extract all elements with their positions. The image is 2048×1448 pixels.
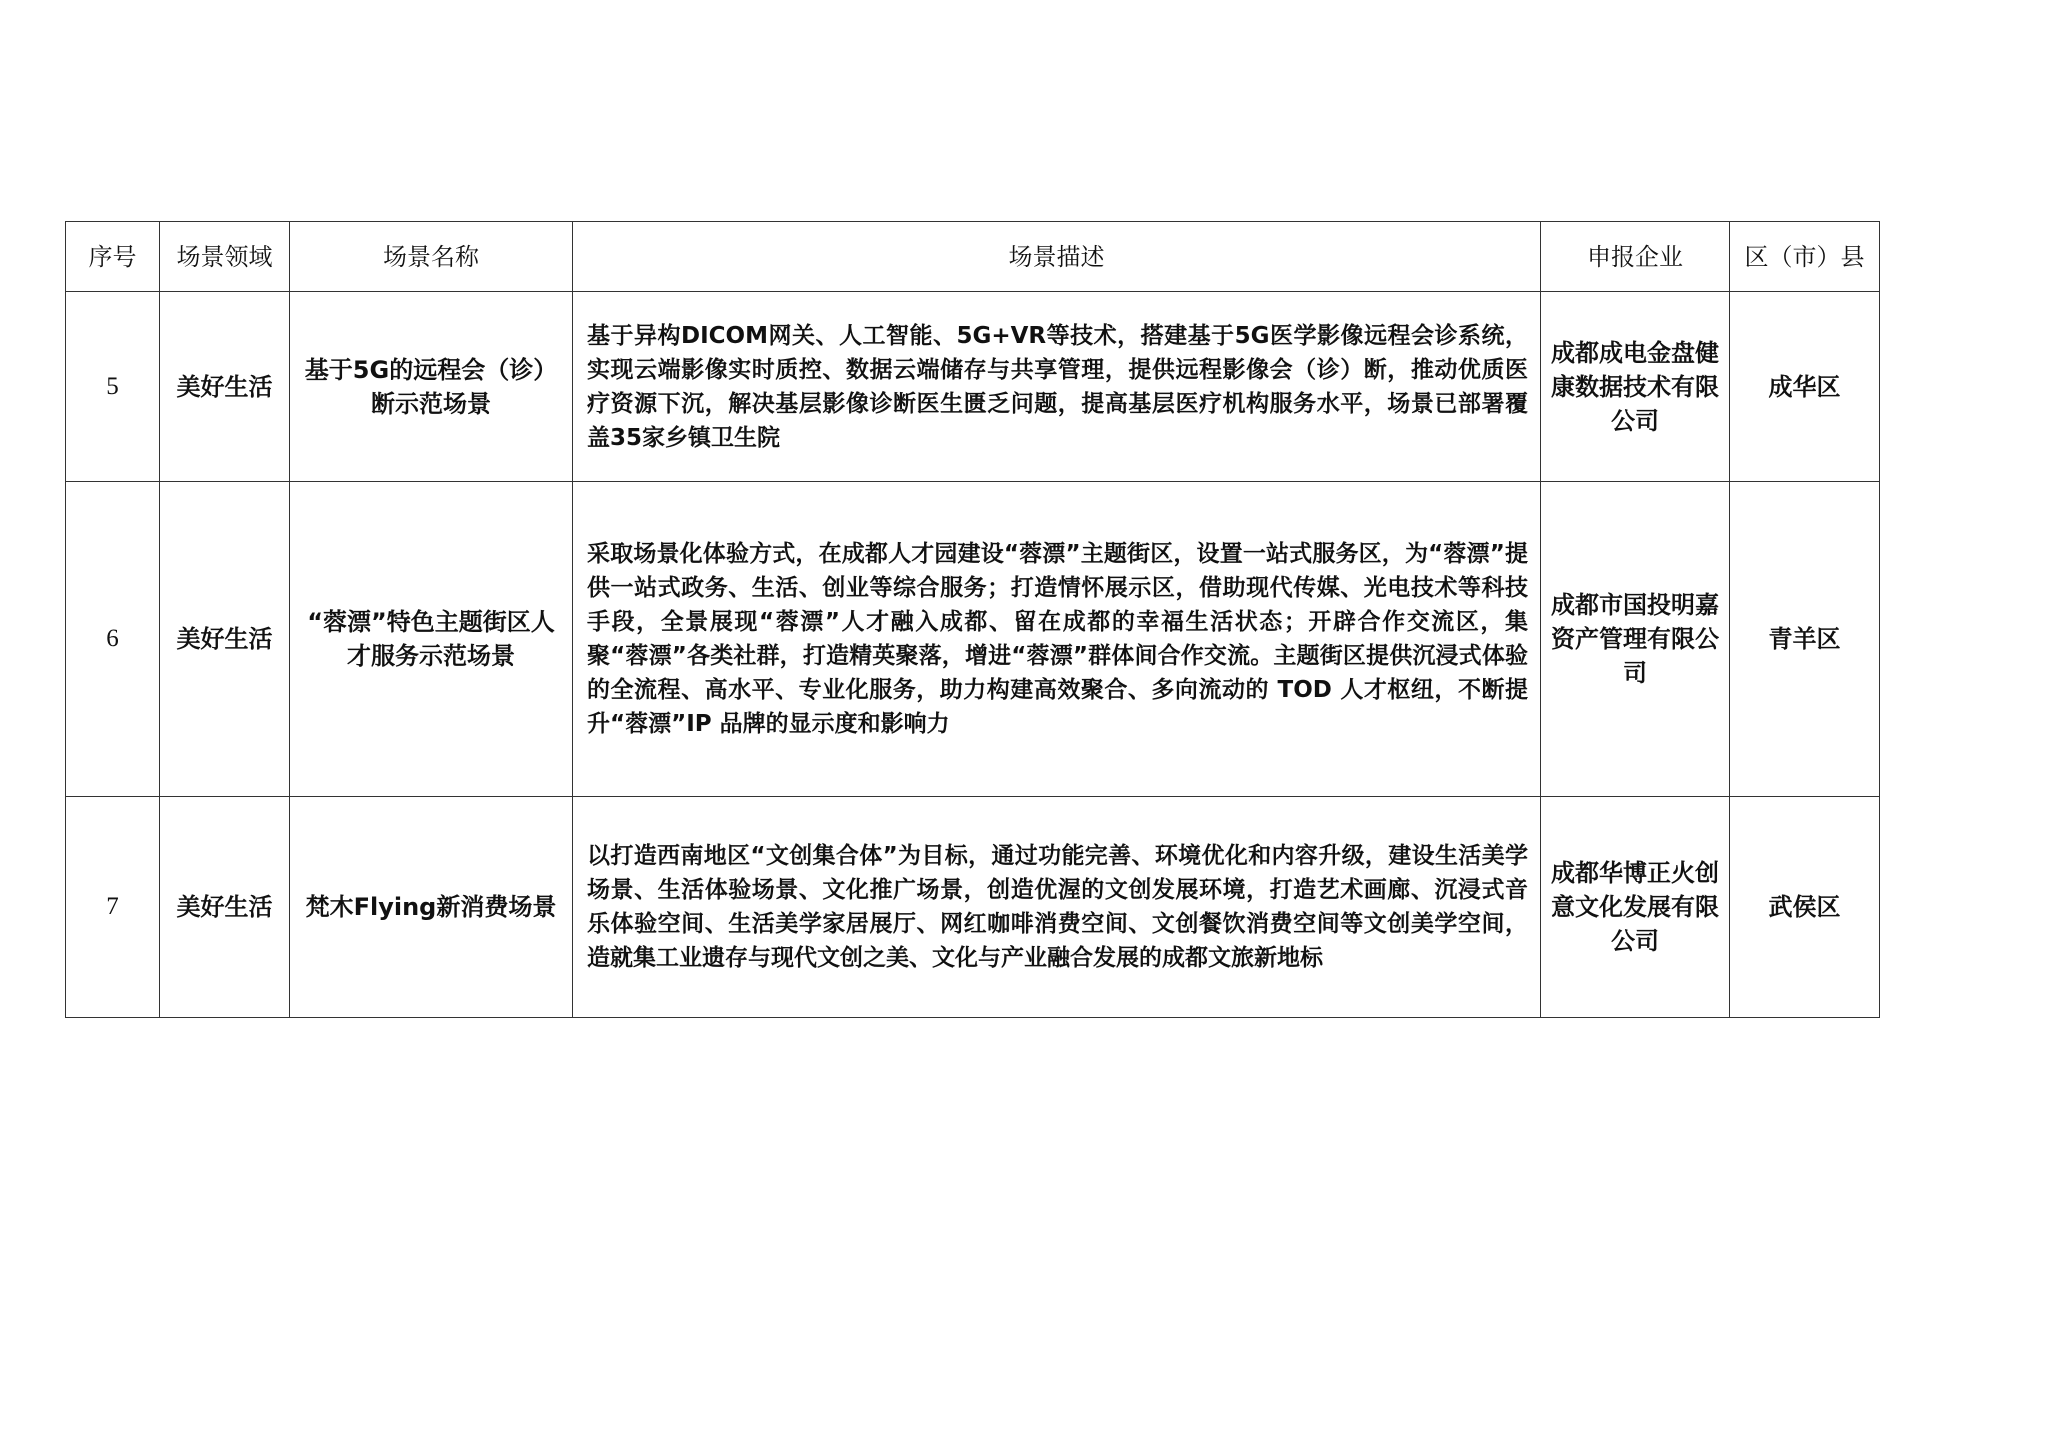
cell-domain: 美好生活 bbox=[160, 292, 290, 482]
description-text: 采取场景化体验方式，在成都人才园建设“蓉漂”主题街区，设置一站式服务区，为“蓉漂”提供一站式政务、生活、创业等综合服务；打造情怀展示区，借助现代传媒、光电技术等科技手段，全景展现“蓉漂”人才融入成都、留在成都的幸福生活状态；开辟合作交流区，集聚“蓉漂”各类社群，打造精英聚落，增进“蓉漂”群体间合作交流。主题街区提供沉浸式体验的全流程、高水平、专业化服务，助力构建高效聚合、多向流动的 TOD 人才枢纽，不断提升“蓉漂”IP 品牌的显示度和影响力 bbox=[587, 541, 1528, 737]
description-text: 基于异构DICOM网关、人工智能、5G+VR等技术，搭建基于5G医学影像远程会诊系统，实现云端影像实时质控、数据云端储存与共享管理，提供远程影像会（诊）断，推动优质医疗资源下沉，解决基层影像诊断医生匮乏问题，提高基层医疗机构服务水平，场景已部署覆盖35家乡镇卫生院 bbox=[587, 322, 1528, 451]
cell-description bbox=[573, 482, 1541, 797]
cell-seq: 6 bbox=[66, 482, 160, 797]
cell-district: 成华区 bbox=[1730, 292, 1880, 482]
scene-table bbox=[65, 221, 1880, 1018]
header-seq: 序号 bbox=[66, 222, 160, 292]
table-row bbox=[66, 482, 1880, 797]
cell-company: 成都市国投明嘉资产管理有限公司 bbox=[1541, 482, 1730, 797]
description-text: 以打造西南地区“文创集合体”为目标，通过功能完善、环境优化和内容升级，建设生活美学场景、生活体验场景、文化推广场景，创造优渥的文创发展环境，打造艺术画廊、沉浸式音乐体验空间、生活美学家居展厅、网红咖啡消费空间、文创餐饮消费空间等文创美学空间，造就集工业遗存与现代文创之美、文化与产业融合发展的成都文旅新地标 bbox=[587, 843, 1528, 971]
cell-domain: 美好生活 bbox=[160, 482, 290, 797]
header-company: 申报企业 bbox=[1541, 222, 1730, 292]
cell-name: 梵木Flying新消费场景 bbox=[290, 797, 573, 1018]
table-row bbox=[66, 292, 1880, 482]
cell-domain: 美好生活 bbox=[160, 797, 290, 1018]
cell-seq: 7 bbox=[66, 797, 160, 1018]
cell-description bbox=[573, 797, 1541, 1018]
header-description: 场景描述 bbox=[573, 222, 1541, 292]
header-name: 场景名称 bbox=[290, 222, 573, 292]
table-row bbox=[66, 797, 1880, 1018]
cell-seq: 5 bbox=[66, 292, 160, 482]
cell-district: 青羊区 bbox=[1730, 482, 1880, 797]
cell-name: “蓉漂”特色主题街区人才服务示范场景 bbox=[290, 482, 573, 797]
cell-company: 成都成电金盘健康数据技术有限公司 bbox=[1541, 292, 1730, 482]
header-district: 区（市）县 bbox=[1730, 222, 1880, 292]
cell-company: 成都华博正火创意文化发展有限公司 bbox=[1541, 797, 1730, 1018]
header-domain: 场景领域 bbox=[160, 222, 290, 292]
cell-description bbox=[573, 292, 1541, 482]
cell-district: 武侯区 bbox=[1730, 797, 1880, 1018]
table-header-row bbox=[66, 222, 1880, 292]
cell-name: 基于5G的远程会（诊）断示范场景 bbox=[290, 292, 573, 482]
